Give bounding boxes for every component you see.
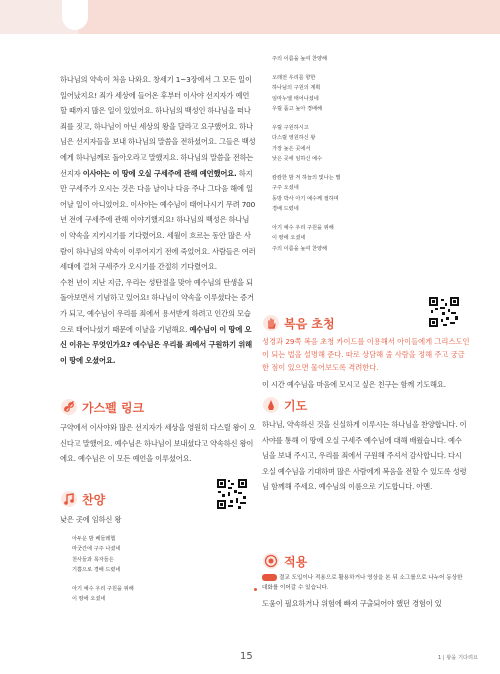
lyric-line: 동방 박사 아기 예수께 절하며 bbox=[272, 195, 339, 202]
apply-section bbox=[262, 552, 468, 612]
praise-song-title: 낮은 곳에 임하신 왕 bbox=[60, 515, 122, 524]
gospel-link-title: 가스펠 링크 bbox=[82, 400, 145, 415]
apply-text: 도움이 필요하거나 위험에 빠져 구출되어야 했던 경험이 있 bbox=[262, 599, 442, 608]
footer-section-label: 1 | 왕을 기다려요 bbox=[437, 655, 478, 661]
para2-highlight: 예수님이 이 땅에 오신 이유는 무엇인가요? 예수님은 우리를 죄에서 구원하기 위해 이 땅에 오셨어요. bbox=[60, 324, 253, 365]
prayer-section bbox=[262, 396, 468, 495]
gospel-link-section bbox=[60, 398, 256, 467]
lyric-line: 이 땅에 오셨네 bbox=[272, 235, 306, 241]
lesson-paragraph-2 bbox=[60, 275, 256, 369]
praise-qr-code[interactable] bbox=[216, 478, 248, 510]
para1-highlight: 이사야는 이 땅에 오실 구세주에 관해 예언했어요. bbox=[82, 168, 237, 178]
page-number: 15 bbox=[240, 651, 253, 662]
apply-heading bbox=[262, 552, 468, 570]
left-column bbox=[60, 72, 256, 368]
lyric-line: 이 땅에 오셨네 bbox=[72, 596, 106, 603]
apply-guide-note bbox=[262, 573, 468, 593]
lyric-line: 마굿간에 구주 나셨네 bbox=[72, 546, 121, 553]
invite-guide-note: 성경과 29쪽 복음 초청 카이드를 이용해서 아이들에게 그리스도인이 되는 법을 설명해 준다. 따로 상담해 줄 사람을 정해 주고 궁금한 점이 있으면 물어보도록 격려한다. bbox=[262, 337, 470, 372]
lyric-line: 구주 오셨네 bbox=[272, 185, 299, 191]
hand-raise-icon bbox=[262, 314, 280, 332]
video-tag-label bbox=[262, 574, 277, 581]
lyric-line: 우릴 품고 높아 경배해 bbox=[272, 106, 323, 112]
invite-heading bbox=[262, 314, 470, 332]
para1-text-2: 하지만 구세주가 오시는 것은 다음 날이나 다음 주나 그다음 해에 일어날 일이 아니었어요. 이사야는 예수님이 태어나시기 무려 700년 전에 구세주에 관해 이야기했지요! 하나님의 백성은 하나님이 약속을 지키시기를 기다렸어요. 세월이 흐르는 동안 많은 사람이 하나님의 약속이 이루어지기 전에 죽었어요. 사람들은 여러 세대에 걸쳐 구세주가 오시기를 간절히 기다렸어요. bbox=[60, 168, 256, 272]
lyric-line: 기쁨으로 경배 드렸네 bbox=[72, 567, 121, 574]
lyric-line: 아기 예수 우리 구원을 위해 bbox=[72, 585, 134, 592]
lyric-line: 낮은 곳에 임하신 예수 bbox=[272, 156, 323, 162]
lyric-line: 우릴 구원하시고 bbox=[272, 124, 309, 131]
lyric-line: 가장 높은 곳에서 bbox=[272, 145, 311, 152]
link-icon bbox=[60, 398, 78, 416]
lyric-line: 경배 드렸네 bbox=[272, 206, 299, 212]
invite-title: 복음 초청 bbox=[284, 316, 335, 331]
header-notch bbox=[62, 0, 88, 30]
lyric-line: 캄캄한 밤 저 하늘의 빛나는 별 bbox=[272, 174, 341, 181]
lyric-line: 주의 이름을 높여 찬양해 bbox=[272, 56, 328, 62]
prayer-heading bbox=[262, 396, 468, 414]
prayer-text: 하나님, 약속하신 것을 신실하게 이루시는 하나님을 찬양합니다. 이사야를 통해 이 땅에 오실 구세주 예수님에 대해 배웠습니다. 예수님을 보내 주시고, 우리를 죄에서 구원해 주셔서 감사합니다. 다시 오실 예수님을 기대하며 많은 사람에게 복음을 전할 수 있도록 성령님 함께해 주세요. 예수님의 이름으로 기도합니다. 아멘. bbox=[262, 420, 467, 492]
prayer-title: 기도 bbox=[284, 398, 308, 413]
right-column bbox=[262, 54, 468, 254]
lyric-line: 하나님의 구원의 계획 bbox=[272, 85, 321, 91]
gospel-link-text: 구약에서 이사야와 많은 선지자가 세상을 영원히 다스릴 왕이 오신다고 말했어요. 예수님은 하나님이 보내셨다고 약속하신 왕이에요. 예수님은 이 모든 예언을 이루셨어요. bbox=[60, 423, 256, 464]
apply-title: 적용 bbox=[284, 554, 308, 569]
apply-guide-text: 결교 도입이나 적용으로 활용하거나 영상을 본 뒤 소그룹으로 나누어 동상한 대화를 이어갈 수 있습니다. bbox=[262, 575, 463, 591]
lyrics-block-1 bbox=[60, 534, 256, 605]
accent-dot bbox=[254, 588, 257, 591]
invite-text: 이 시간 예수님을 마음에 모시고 싶은 친구는 함께 기도해요. bbox=[262, 380, 446, 389]
music-note-icon bbox=[60, 490, 78, 508]
target-icon bbox=[262, 552, 280, 570]
gospel-link-heading bbox=[60, 398, 256, 416]
header-band bbox=[0, 0, 500, 34]
para2-text: 수천 년이 지난 지금, 우리는 성탄절을 맞아 예수님의 탄생을 되돌아보면서 기념하고 있어요! 하나님이 약속을 이루셨다는 증거가 되고, 예수님이 우리를 죄에서 용서받게 하려고 인간의 모습으로 태어나셨기 때문에 이날을 기념해요. bbox=[60, 277, 254, 334]
lyrics-block-2 bbox=[262, 54, 468, 254]
gospel-invitation-section bbox=[262, 314, 470, 393]
lesson-paragraph-1 bbox=[60, 72, 256, 275]
para1-text: 하나님의 약속이 처음 나와요. 창세기 1~3장에서 그 모든 일이 일어났지요! 죄가 세상에 들어온 후부터 이사야 선지자가 예언할 때까지 많은 일이 있었어요. 하나님의 백성인 하나님을 떠나 죄를 짓고, 하나님이 아닌 세상의 왕을 달라고 요구했어요. 하나님은 선지자들을 보내 하나님의 말씀을 전하셨어요. 그들은 백성에게 하나님께로 돌아오라고 말했지요. 하나님의 말씀을 전하는 선지자 bbox=[60, 75, 256, 178]
lyric-line: 다스릴 영원하신 왕 bbox=[272, 135, 316, 141]
praise-title: 찬양 bbox=[82, 492, 106, 507]
lyric-line: 임마누엘 태어나셨네 bbox=[272, 95, 319, 102]
praying-hands-icon bbox=[262, 396, 280, 414]
lyric-line: 아기 예수 우리 구원을 위해 bbox=[272, 224, 334, 231]
lyric-line: 아두운 밤 베들레헴 bbox=[72, 535, 116, 542]
lyric-line: 천사들과 목자들은 bbox=[72, 556, 114, 563]
lyric-line: 오래전 우리를 향한 bbox=[272, 74, 316, 81]
running-footer bbox=[438, 654, 478, 661]
lyric-line: 주의 이름을 높여 찬양해 bbox=[272, 245, 328, 252]
